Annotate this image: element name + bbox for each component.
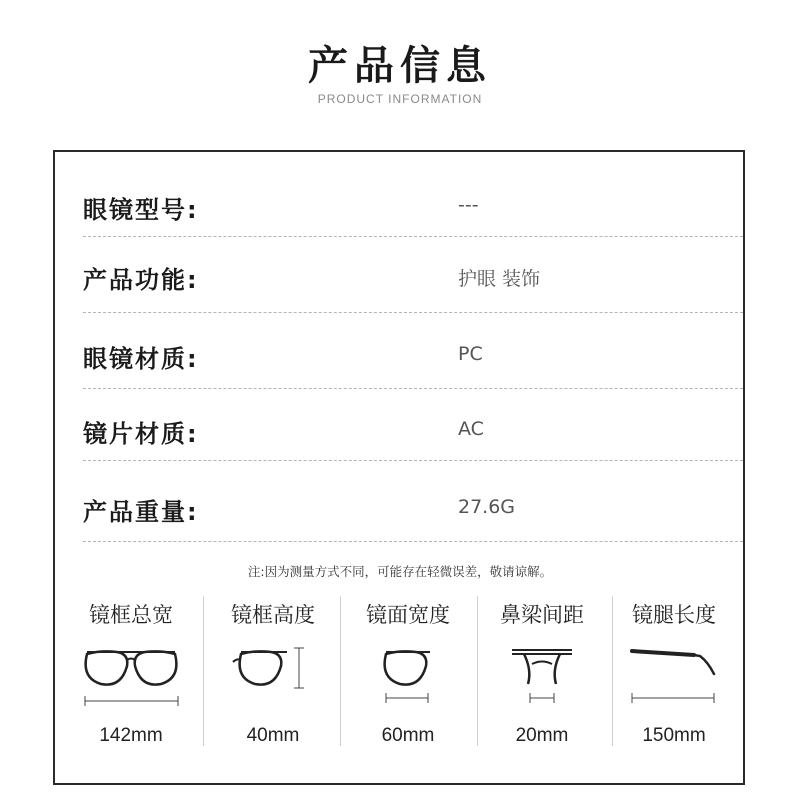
- dimension-frame-height: [203, 595, 343, 765]
- dimension-value: 40mm: [246, 725, 300, 746]
- frame-height-icon: [203, 640, 343, 710]
- page-subtitle: PRODUCT INFORMATION: [317, 92, 483, 106]
- spec-label: 眼镜型号:: [83, 196, 199, 224]
- spec-value: PC: [458, 343, 483, 365]
- spec-label: 眼镜材质:: [83, 345, 199, 373]
- dimension-label: 镜框总宽: [89, 603, 173, 627]
- page-title: 产品信息: [308, 43, 492, 89]
- dimension-label: 镜框高度: [231, 603, 315, 627]
- dimension-total-width: [61, 595, 201, 765]
- temple-length-icon: [604, 640, 744, 710]
- divider: [83, 236, 743, 237]
- lens-width-icon: [338, 640, 478, 710]
- dimension-label: 镜面宽度: [366, 603, 450, 627]
- spec-label: 产品功能:: [83, 266, 199, 294]
- dimension-value: 142mm: [99, 725, 163, 746]
- divider: [83, 460, 743, 461]
- spec-row-model: [83, 190, 743, 230]
- spec-row-function: [83, 260, 743, 300]
- spec-row-weight: [83, 492, 743, 532]
- spec-label: 镜片材质:: [83, 420, 199, 448]
- dimension-temple-length: [604, 595, 744, 765]
- dimension-value: 20mm: [515, 725, 569, 746]
- dimension-label: 鼻梁间距: [500, 603, 584, 627]
- spec-row-frame-material: [83, 339, 743, 379]
- measurement-note: 注:因为测量方式不同，可能存在轻微误差，敬请谅解。: [247, 564, 553, 579]
- dimension-value: 60mm: [381, 725, 435, 746]
- divider: [83, 388, 743, 389]
- dimension-label: 镜腿长度: [632, 603, 716, 627]
- spec-value: 27.6G: [458, 496, 516, 518]
- frame-total-width-icon: [61, 640, 201, 710]
- dimension-value: 150mm: [642, 725, 706, 746]
- spec-value: ---: [458, 194, 479, 216]
- dimension-lens-width: [338, 595, 478, 765]
- divider: [83, 312, 743, 313]
- dimension-bridge-width: [472, 595, 612, 765]
- divider: [83, 541, 743, 542]
- spec-value: AC: [458, 418, 484, 440]
- spec-label: 产品重量:: [83, 498, 199, 526]
- spec-value: 护眼 装饰: [458, 268, 541, 290]
- bridge-width-icon: [472, 640, 612, 710]
- spec-row-lens-material: [83, 414, 743, 454]
